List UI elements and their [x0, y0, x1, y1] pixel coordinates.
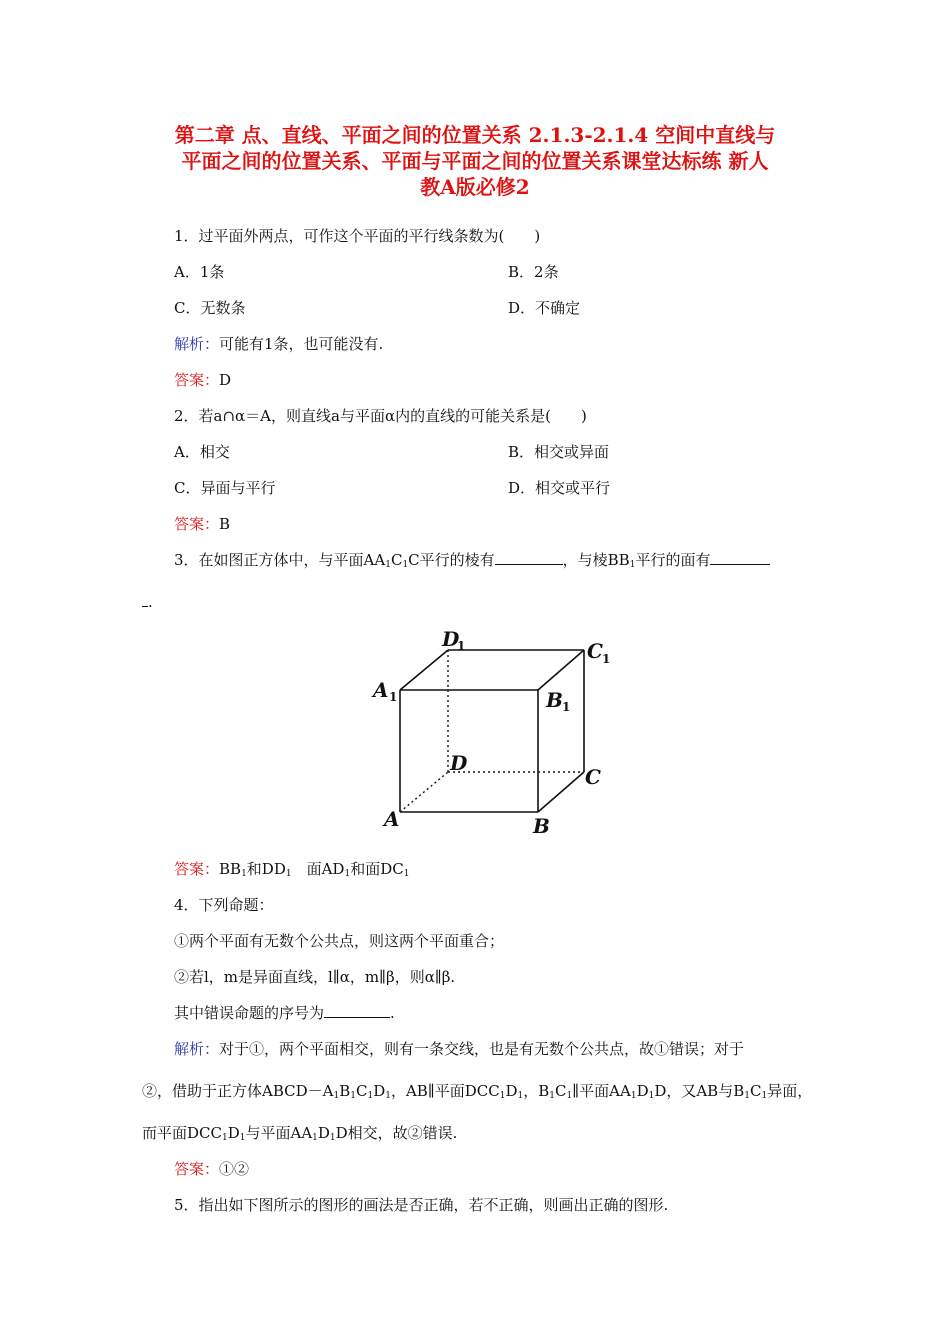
- label-a: A: [384, 807, 400, 831]
- q3-stem-text: C平行的棱有: [408, 551, 495, 569]
- q2-option-b: B．相交或异面: [508, 443, 610, 461]
- q4-explanation-text: 对于①，两个平面相交，则有一条交线，也是有无数个公共点，故①错误；对于: [219, 1040, 745, 1058]
- label-b1: B: [546, 688, 563, 712]
- label-b: B: [533, 814, 550, 838]
- q1-explanation-label: 解析：: [174, 335, 220, 353]
- q1-explanation-text: 可能有1条，也可能没有.: [219, 335, 384, 353]
- q2-option-a: A．相交: [174, 443, 230, 461]
- q4-explanation-label: 解析：: [174, 1040, 220, 1058]
- answer-blank: [495, 550, 563, 565]
- q3-stem-text: 3．在如图正方体中，与平面AA: [174, 551, 386, 569]
- q3-answer-text: 和DD: [246, 860, 286, 878]
- answer-blank: [710, 550, 770, 565]
- label-a1-subscript: 1: [389, 690, 398, 704]
- subscript: 1: [285, 869, 292, 879]
- subscript: 1: [241, 869, 247, 879]
- q1-stem: 1．过平面外两点，可作这个平面的平行线条数为( ): [174, 227, 541, 245]
- q1-option-d: D．不确定: [508, 299, 581, 317]
- edge-bc: [538, 772, 584, 812]
- q4-question-text: 其中错误命题的序号为: [174, 1004, 325, 1022]
- q3-stem-text: ，与棱BB: [562, 551, 630, 569]
- q1-explanation: [174, 334, 383, 354]
- q3-stem-end: [142, 592, 153, 612]
- label-d1-subscript: 1: [457, 639, 466, 653]
- label-b1-subscript: 1: [562, 700, 571, 714]
- answer-blank: [324, 1003, 390, 1018]
- q3-answer-text: 面AD: [291, 860, 345, 878]
- q4-item-2: ②若l，m是异面直线，l∥α，m∥β，则α∥β.: [174, 968, 456, 986]
- q4-explanation-line-2: ②，借助于正方体$ABCD-A_1B_1C_1D_1$，AB∥平面$DCC_1D_1$，$B_1C_1\parallel$平面$AA_1D_1D$，又AB与$B_1C_1$异面，: [142, 1082, 813, 1101]
- q3-answer-label: 答案：: [174, 860, 220, 878]
- q1-option-c: C．无数条: [174, 299, 246, 317]
- q2-answer-value: B: [219, 515, 231, 533]
- subscript: 1: [403, 869, 410, 879]
- q3-stem-text: .: [148, 593, 153, 611]
- q2-option-c: C．异面与平行: [174, 479, 276, 497]
- q4-answer: [174, 1159, 249, 1179]
- q1-option-a: A．1条: [174, 263, 225, 281]
- cube-figure: [370, 622, 620, 842]
- q2-answer: [174, 514, 230, 534]
- q2-stem: 2．若a∩α＝A，则直线a与平面α内的直线的可能关系是( ): [174, 407, 587, 425]
- title-line-3: 教A版必修2: [420, 175, 530, 199]
- q1-answer: [174, 370, 231, 390]
- label-d1: D: [442, 627, 460, 651]
- q3-answer-text: BB: [219, 860, 242, 878]
- q4-explanation-line-1: [174, 1039, 744, 1059]
- q3-stem-text: 平行的面有: [635, 551, 711, 569]
- q2-option-d: D．相交或平行: [508, 479, 611, 497]
- label-a1: A: [373, 678, 389, 702]
- edge-ad-hidden: [400, 772, 448, 812]
- q3-answer-text: 和面DC: [350, 860, 404, 878]
- subscript: 1: [344, 869, 351, 879]
- label-d: D: [450, 751, 468, 775]
- q4-question: [174, 1003, 395, 1023]
- q2-answer-label: 答案：: [174, 515, 220, 533]
- q1-answer-value: D: [219, 371, 232, 389]
- q4-item-1: ①两个平面有无数个公共点，则这两个平面重合；: [174, 932, 505, 950]
- q1-answer-label: 答案：: [174, 371, 220, 389]
- title-line-1: 第二章 点、直线、平面之间的位置关系 2.1.3-2.1.4 空间中直线与: [174, 123, 776, 147]
- document-title: [120, 122, 830, 200]
- q5-stem: 5．指出如下图所示的图形的画法是否正确，若不正确，则画出正确的图形.: [174, 1196, 669, 1214]
- q4-answer-value: ①②: [219, 1160, 250, 1178]
- q4-question-text: .: [390, 1004, 395, 1022]
- label-c1: C: [587, 639, 603, 663]
- q1-option-b: B．2条: [508, 263, 559, 281]
- edge-b1c1: [538, 650, 584, 690]
- edge-a1d1: [400, 650, 448, 690]
- q3-stem: [174, 550, 770, 570]
- label-c1-subscript: 1: [602, 652, 611, 666]
- subscript: 1: [629, 560, 636, 570]
- q4-stem: 4．下列命题：: [174, 896, 274, 914]
- title-line-2: 平面之间的位置关系、平面与平面之间的位置关系课堂达标练 新人: [181, 149, 769, 173]
- q3-answer: [174, 859, 409, 879]
- label-c: C: [585, 765, 601, 789]
- q4-answer-label: 答案：: [174, 1160, 220, 1178]
- q3-stem-text: C: [390, 551, 403, 569]
- q4-explanation-line-3: 而平面$DCC_1D_1$与平面$AA_1D_1D$相交，故②错误.: [142, 1124, 458, 1143]
- subscript: 1: [402, 560, 409, 570]
- subscript: 1: [385, 560, 391, 570]
